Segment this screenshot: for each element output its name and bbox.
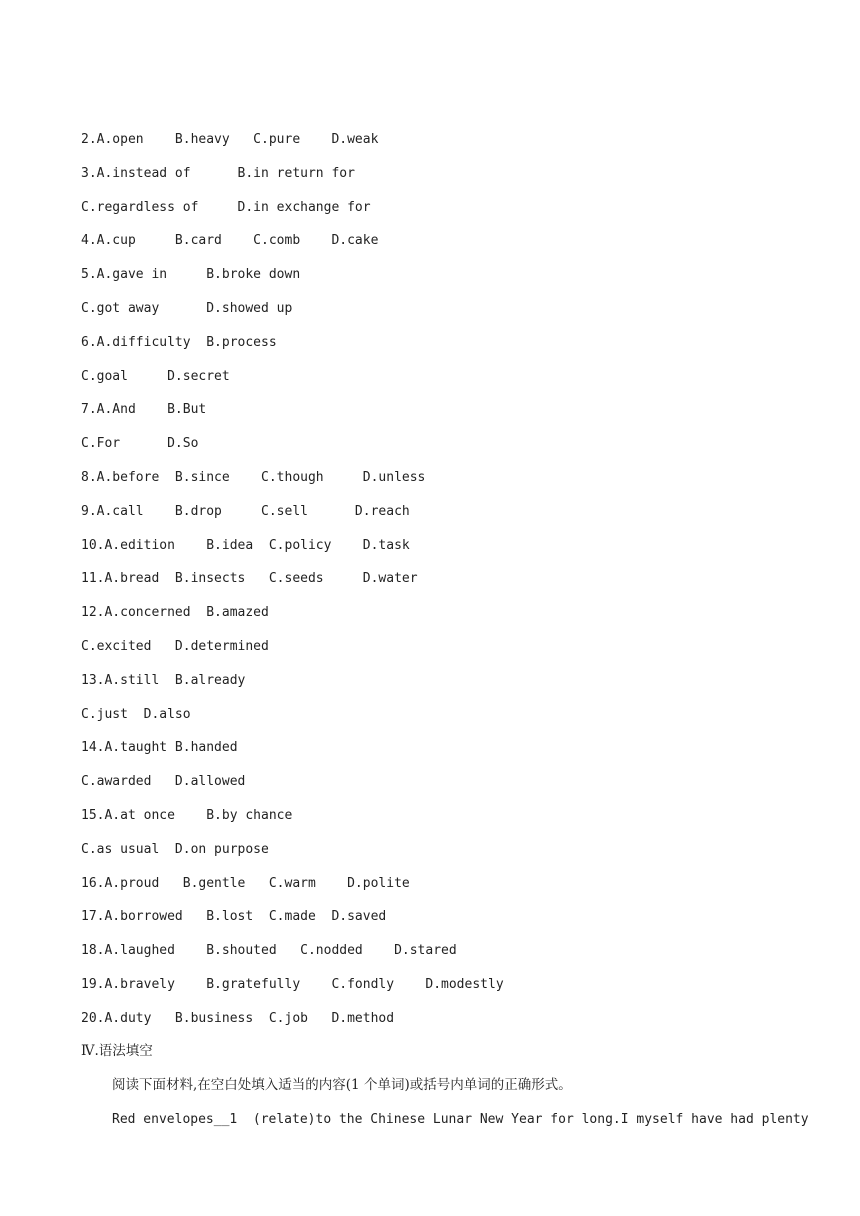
option-line-5-cont: C.got away D.showed up <box>81 301 293 316</box>
option-line-9: 9.A.call B.drop C.sell D.reach <box>81 504 410 519</box>
option-line-13: 13.A.still B.already <box>81 673 246 688</box>
option-line-8: 8.A.before B.since C.though D.unless <box>81 470 426 485</box>
option-line-7: 7.A.And B.But <box>81 402 207 417</box>
option-line-4: 4.A.cup B.card C.comb D.cake <box>81 233 379 248</box>
option-line-11: 11.A.bread B.insects C.seeds D.water <box>81 571 418 586</box>
option-line-6: 6.A.difficulty B.process <box>81 335 277 350</box>
option-line-2: 2.A.open B.heavy C.pure D.weak <box>81 132 379 147</box>
section-heading: Ⅳ.语法填空 <box>81 1043 153 1059</box>
option-line-10: 10.A.edition B.idea C.policy D.task <box>81 538 410 553</box>
option-line-5: 5.A.gave in B.broke down <box>81 267 301 282</box>
option-line-17: 17.A.borrowed B.lost C.made D.saved <box>81 909 387 924</box>
option-line-14-cont: C.awarded D.allowed <box>81 774 246 789</box>
passage-first-line: Red envelopes__1 (relate)to the Chinese Lunar New Year for long.I myself have had plenty <box>112 1112 809 1127</box>
option-line-16: 16.A.proud B.gentle C.warm D.polite <box>81 876 410 891</box>
option-line-14: 14.A.taught B.handed <box>81 740 238 755</box>
section-instruction: 阅读下面材料,在空白处填入适当的内容(1 个单词)或括号内单词的正确形式。 <box>112 1077 572 1093</box>
option-line-15-cont: C.as usual D.on purpose <box>81 842 269 857</box>
option-line-15: 15.A.at once B.by chance <box>81 808 293 823</box>
option-line-6-cont: C.goal D.secret <box>81 369 230 384</box>
option-line-3: 3.A.instead of B.in return for <box>81 166 355 181</box>
option-line-13-cont: C.just D.also <box>81 707 191 722</box>
option-line-3-cont: C.regardless of D.in exchange for <box>81 200 371 215</box>
option-line-12-cont: C.excited D.determined <box>81 639 269 654</box>
option-line-18: 18.A.laughed B.shouted C.nodded D.stared <box>81 943 457 958</box>
option-line-7-cont: C.For D.So <box>81 436 199 451</box>
option-line-12: 12.A.concerned B.amazed <box>81 605 269 620</box>
option-line-19: 19.A.bravely B.gratefully C.fondly D.modestly <box>81 977 504 992</box>
option-line-20: 20.A.duty B.business C.job D.method <box>81 1011 395 1026</box>
